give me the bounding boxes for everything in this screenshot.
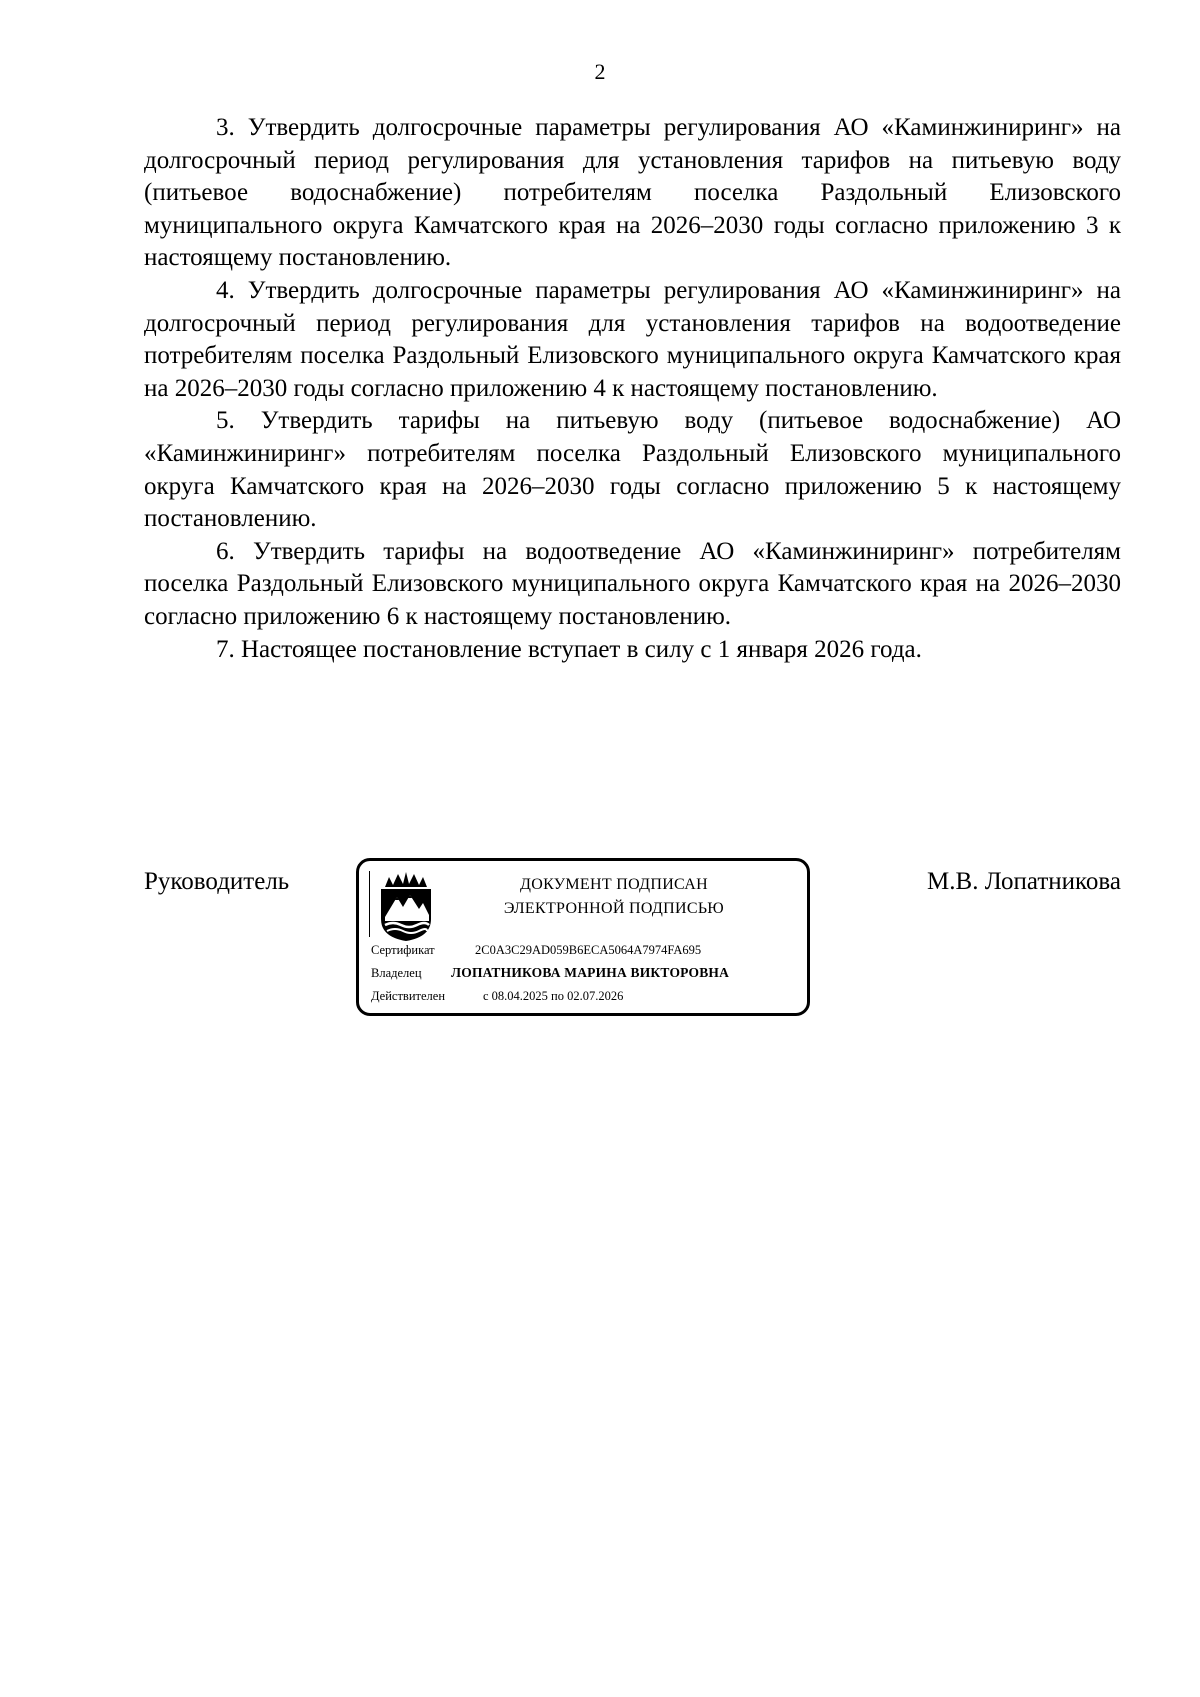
- page-number: 2: [594, 59, 606, 84]
- stamp-title: [449, 873, 779, 921]
- signer-name: М.В. Лопатникова: [927, 868, 1121, 895]
- stamp-validity-row: [371, 987, 623, 1005]
- kamchatka-coat-of-arms-icon: [375, 871, 437, 943]
- stamp-title-line1: ДОКУМЕНТ ПОДПИСАН: [520, 876, 708, 893]
- signer-position: Руководитель: [144, 868, 290, 895]
- stamp-certificate-row: [371, 941, 701, 959]
- paragraph-3: 3. Утвердить долгосрочные параметры регулирования АО «Каминжиниринг» на долгосрочный период регулирования для установления тарифов на питьевую воду (питьевое водоснабжение) потребителям поселка Раздольный Елизовского муниципального округа Камчатского края на 2026–2030 годы согласно приложению 3 к настоящему постановлению.: [144, 114, 1121, 272]
- paragraph-5: 5. Утвердить тарифы на питьевую воду (питьевое водоснабжение) АО «Каминжиниринг» потребителям поселка Раздольный Елизовского муниципального округа Камчатского края на 2026–2030 годы согласно приложению 5 к настоящему постановлению.: [144, 407, 1121, 533]
- validity-value: с 08.04.2025 по 02.07.2026: [483, 989, 624, 1003]
- signature-block: [144, 858, 1121, 1028]
- stamp-title-line2: ЭЛЕКТРОННОЙ ПОДПИСЬЮ: [503, 900, 725, 917]
- paragraph-6: 6. Утвердить тарифы на водоотведение АО «Каминжиниринг» потребителям поселка Раздольный Елизовского муниципального округа Камчатского края на 2026–2030 согласно приложению 6 к настоящему постановлению.: [144, 537, 1121, 630]
- stamp-owner-row: [371, 964, 729, 982]
- certificate-label: Сертификат: [371, 943, 435, 957]
- validity-label: Действителен: [371, 989, 446, 1003]
- document-body: [144, 112, 1121, 666]
- paragraph-4: 4. Утвердить долгосрочные параметры регулирования АО «Каминжиниринг» на долгосрочный период регулирования для установления тарифов на водоотведение потребителям поселка Раздольный Елизовского муниципального округа Камчатского края на 2026–2030 годы согласно приложению 4 к настоящему постановлению.: [144, 276, 1121, 402]
- paragraph-7: 7. Настоящее постановление вступает в силу с 1 января 2026 года.: [216, 635, 922, 663]
- owner-label: Владелец: [371, 966, 422, 980]
- stamp-divider: [369, 871, 370, 937]
- owner-value: ЛОПАТНИКОВА МАРИНА ВИКТОРОВНА: [451, 965, 730, 980]
- electronic-signature-stamp: [356, 858, 810, 1016]
- certificate-value: 2C0A3C29AD059B6ECA5064A7974FA695: [475, 943, 702, 957]
